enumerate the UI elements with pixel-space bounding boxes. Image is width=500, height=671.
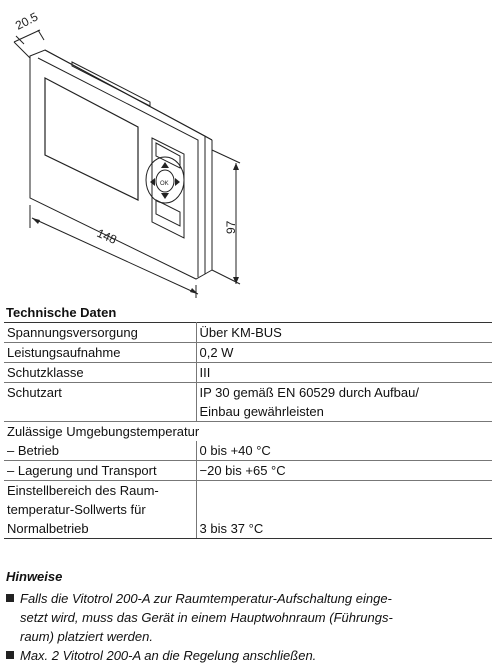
- spec-value: [196, 383, 492, 422]
- spec-label: Schutzart: [4, 383, 196, 422]
- hints-list: [6, 589, 494, 665]
- hint-line: raum) platziert werden.: [20, 629, 153, 644]
- hint-item: [6, 646, 494, 665]
- table-row: [4, 422, 492, 442]
- spec-group-label: Zulässige Umgebungstemperatur: [4, 422, 492, 442]
- spec-label: [4, 481, 196, 539]
- spec-label: Spannungsversorgung: [4, 323, 196, 343]
- table-row: [4, 323, 492, 343]
- spec-label: Leistungsaufnahme: [4, 343, 196, 363]
- spec-value: −20 bis +65 °C: [196, 461, 492, 481]
- spec-value: 0 bis +40 °C: [199, 443, 271, 458]
- dim-depth-label: 20.5: [13, 9, 41, 33]
- spec-title: Technische Daten: [6, 305, 117, 320]
- dim-width-label: 148: [94, 225, 119, 247]
- spec-value-line: IP 30 gemäß EN 60529 durch Aufbau/: [199, 385, 419, 400]
- table-row: [4, 441, 492, 461]
- spec-value: 3 bis 37 °C: [196, 481, 492, 539]
- square-bullet-icon: [6, 594, 14, 602]
- hint-item: [6, 589, 494, 646]
- device-dimension-drawing: [0, 0, 500, 300]
- spec-label: – Lagerung und Transport: [4, 461, 196, 481]
- spec-label: – Betrieb: [4, 441, 196, 461]
- spec-value-line: Einbau gewährleisten: [199, 404, 324, 419]
- spec-value: 0,2 W: [196, 343, 492, 363]
- hint-line: setzt wird, muss das Gerät in einem Hauptwohnraum (Führungs-: [20, 610, 393, 625]
- spec-label-line: Normalbetrieb: [7, 521, 89, 536]
- ok-button-label: OK: [160, 181, 169, 187]
- table-row: [4, 363, 492, 383]
- table-row: [4, 383, 492, 422]
- spec-label-line: temperatur-Sollwerts für: [7, 502, 146, 517]
- spec-label-line: Einstellbereich des Raum-: [7, 483, 159, 498]
- spec-table: [4, 322, 492, 539]
- spec-value: III: [196, 363, 492, 383]
- table-row: [4, 461, 492, 481]
- table-row: [4, 343, 492, 363]
- hints-title: Hinweise: [6, 569, 63, 584]
- hint-line: Max. 2 Vitotrol 200-A an die Regelung anschließen.: [20, 648, 317, 663]
- dim-height-label: 97: [224, 220, 238, 234]
- table-row: [4, 481, 492, 539]
- square-bullet-icon: [6, 651, 14, 659]
- spec-label: Schutzklasse: [4, 363, 196, 383]
- spec-value: Über KM-BUS: [196, 323, 492, 343]
- hint-line: Falls die Vitotrol 200-A zur Raumtemperatur-Aufschaltung einge-: [20, 591, 392, 606]
